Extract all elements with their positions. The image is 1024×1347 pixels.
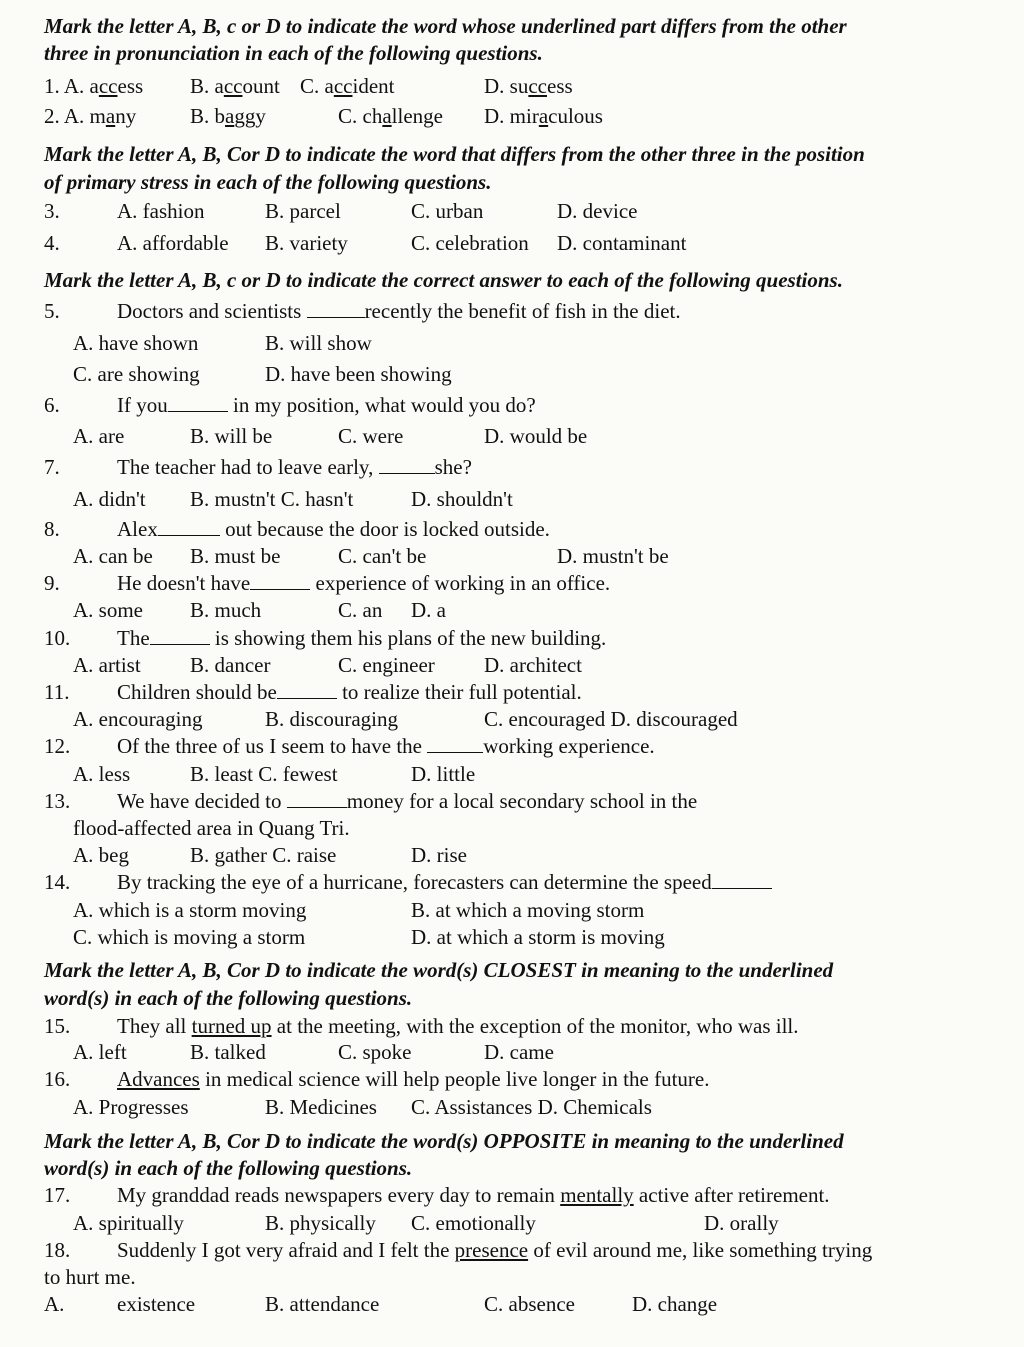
answer-blank: [158, 519, 220, 536]
question-8-stem: Alex out because the door is locked outside.: [117, 517, 550, 541]
question-16-number: 16.: [44, 1067, 71, 1091]
question-18-option-b: B. attendance: [265, 1292, 380, 1316]
answer-blank: [150, 628, 210, 645]
question-5-option-a: A. have shown: [73, 331, 199, 355]
question-2-option-c: C. challenge: [338, 104, 443, 128]
question-12-option-d: D. little: [411, 762, 476, 786]
question-5-stem: Doctors and scientists recently the benefit of fish in the diet.: [117, 299, 681, 323]
question-4-option-a: A. affordable: [117, 231, 229, 255]
question-13-stem-continued: flood-affected area in Quang Tri.: [73, 816, 350, 840]
question-6-option-a: A. are: [73, 424, 125, 448]
question-1-option-d: D. success: [484, 74, 573, 98]
question-14-option-a: A. which is a storm moving: [73, 898, 307, 922]
question-7-number: 7.: [44, 455, 60, 479]
question-9-option-b: B. much: [190, 598, 262, 622]
question-17-stem: My granddad reads newspapers every day to remain mentally active after retirement.: [117, 1183, 830, 1207]
question-10-option-d: D. architect: [484, 653, 582, 677]
question-9-option-a: A. some: [73, 598, 143, 622]
question-8-option-b: B. must be: [190, 544, 281, 568]
question-2: 2. A. many: [44, 104, 137, 128]
question-12-number: 12.: [44, 734, 71, 758]
question-1: 1. A. access: [44, 74, 144, 98]
question-10-option-b: B. dancer: [190, 653, 271, 677]
question-10-option-c: C. engineer: [338, 653, 435, 677]
question-10-option-a: A. artist: [73, 653, 141, 677]
section4-instruction-line2: word(s) in each of the following questions.: [44, 986, 413, 1010]
question-5-option-d: D. have been showing: [265, 362, 452, 386]
question-13-number: 13.: [44, 789, 71, 813]
question-6-number: 6.: [44, 393, 60, 417]
question-8-option-d: D. mustn't be: [557, 544, 669, 568]
question-16-stem: Advances in medical science will help people live longer in the future.: [117, 1067, 710, 1091]
option-a: access: [89, 74, 144, 98]
question-12-stem: Of the three of us I seem to have the working experience.: [117, 734, 655, 758]
question-2-option-d: D. miraculous: [484, 104, 603, 128]
question-14-option-b: B. at which a moving storm: [411, 898, 645, 922]
question-13-option-b-c: B. gather C. raise: [190, 843, 337, 867]
section1-instruction-line2: three in pronunciation in each of the following questions.: [44, 41, 543, 65]
question-9-option-c: C. an: [338, 598, 383, 622]
question-13-option-d: D. rise: [411, 843, 467, 867]
question-15-option-c: C. spoke: [338, 1040, 412, 1064]
section2-instruction-line2: of primary stress in each of the following questions.: [44, 170, 492, 194]
question-3-option-c: C. urban: [411, 199, 484, 223]
question-16-option-c-d: C. Assistances D. Chemicals: [411, 1095, 652, 1119]
question-15-option-a: A. left: [73, 1040, 127, 1064]
question-10-stem: The is showing them his plans of the new building.: [117, 626, 607, 650]
question-3-option-b: B. parcel: [265, 199, 341, 223]
question-16-option-b: B. Medicines: [265, 1095, 377, 1119]
question-18-stem-continued: to hurt me.: [44, 1265, 136, 1289]
question-12-option-b-c: B. least C. fewest: [190, 762, 338, 786]
question-11-stem: Children should be to realize their full potential.: [117, 680, 582, 704]
question-8-option-a: A. can be: [73, 544, 153, 568]
question-17-number: 17.: [44, 1183, 71, 1207]
question-7-option-a: A. didn't: [73, 487, 146, 511]
question-18-option-c: C. absence: [484, 1292, 575, 1316]
question-14-option-c: C. which is moving a storm: [73, 925, 306, 949]
question-5-option-b: B. will show: [265, 331, 372, 355]
answer-blank: [250, 573, 310, 590]
question-7-option-d: D. shouldn't: [411, 487, 513, 511]
question-14-number: 14.: [44, 870, 71, 894]
option-a: many: [89, 104, 137, 128]
question-15-stem: They all turned up at the meeting, with the exception of the monitor, who was ill.: [117, 1014, 799, 1038]
question-2-option-b: B. baggy: [190, 104, 266, 128]
question-14-option-d: D. at which a storm is moving: [411, 925, 665, 949]
question-11-option-c-d: C. encouraged D. discouraged: [484, 707, 738, 731]
question-15-option-b: B. talked: [190, 1040, 266, 1064]
question-8-number: 8.: [44, 517, 60, 541]
question-13-option-a: A. beg: [73, 843, 129, 867]
question-18-option-a: existence: [117, 1292, 196, 1316]
question-5-option-c: C. are showing: [73, 362, 200, 386]
answer-blank: [712, 872, 772, 889]
question-4-option-d: D. contaminant: [557, 231, 687, 255]
question-9-stem: He doesn't have experience of working in an office.: [117, 571, 611, 595]
question-7-stem: The teacher had to leave early, she?: [117, 455, 472, 479]
question-8-option-c: C. can't be: [338, 544, 427, 568]
question-11-number: 11.: [44, 680, 70, 704]
question-3-option-d: D. device: [557, 199, 638, 223]
question-4-number: 4.: [44, 231, 60, 255]
answer-blank: [277, 682, 337, 699]
question-7-option-b-c: B. mustn't C. hasn't: [190, 487, 354, 511]
question-12-option-a: A. less: [73, 762, 131, 786]
question-15-number: 15.: [44, 1014, 71, 1038]
question-18-stem: Suddenly I got very afraid and I felt the presence of evil around me, like something trying: [117, 1238, 873, 1262]
question-17-option-c: C. emotionally: [411, 1211, 536, 1235]
section3-instruction: Mark the letter A, B, c or D to indicate the correct answer to each of the following questions.: [44, 268, 843, 292]
question-4-option-b: B. variety: [265, 231, 348, 255]
section5-instruction-line2: word(s) in each of the following questions.: [44, 1156, 413, 1180]
question-17-option-b: B. physically: [265, 1211, 376, 1235]
question-17-option-a: A. spiritually: [73, 1211, 184, 1235]
question-3-number: 3.: [44, 199, 60, 223]
question-3-option-a: A. fashion: [117, 199, 205, 223]
question-1-option-b: B. account: [190, 74, 280, 98]
question-11-option-b: B. discouraging: [265, 707, 398, 731]
section2-instruction-line1: Mark the letter A, B, Cor D to indicate the word that differs from the other three in the position: [44, 142, 865, 166]
question-6-stem: If you in my position, what would you do?: [117, 393, 536, 417]
question-14-stem: By tracking the eye of a hurricane, forecasters can determine the speed: [117, 870, 772, 894]
question-17-option-d: D. orally: [704, 1211, 779, 1235]
section5-instruction-line1: Mark the letter A, B, Cor D to indicate the word(s) OPPOSITE in meaning to the underlined: [44, 1129, 844, 1153]
question-9-number: 9.: [44, 571, 60, 595]
question-16-option-a: A. Progresses: [73, 1095, 189, 1119]
question-11-option-a: A. encouraging: [73, 707, 203, 731]
question-10-number: 10.: [44, 626, 71, 650]
answer-blank: [168, 395, 228, 412]
question-13-stem: We have decided to money for a local secondary school in the: [117, 789, 698, 813]
question-5-number: 5.: [44, 299, 60, 323]
section1-instruction-line1: Mark the letter A, B, c or D to indicate the word whose underlined part differs from the other: [44, 14, 847, 38]
question-18-option-a-label: A.: [44, 1292, 65, 1316]
question-6-option-c: C. were: [338, 424, 404, 448]
question-6-option-d: D. would be: [484, 424, 588, 448]
question-6-option-b: B. will be: [190, 424, 273, 448]
answer-blank: [307, 301, 365, 318]
question-18-option-d: D. change: [632, 1292, 718, 1316]
question-18-number: 18.: [44, 1238, 71, 1262]
answer-blank: [287, 791, 347, 808]
question-4-option-c: C. celebration: [411, 231, 529, 255]
answer-blank: [427, 736, 483, 753]
section4-instruction-line1: Mark the letter A, B, Cor D to indicate the word(s) CLOSEST in meaning to the underlined: [44, 958, 834, 982]
question-9-option-d: D. a: [411, 598, 446, 622]
answer-blank: [379, 457, 435, 474]
question-15-option-d: D. came: [484, 1040, 554, 1064]
question-1-option-c: C. accident: [300, 74, 395, 98]
